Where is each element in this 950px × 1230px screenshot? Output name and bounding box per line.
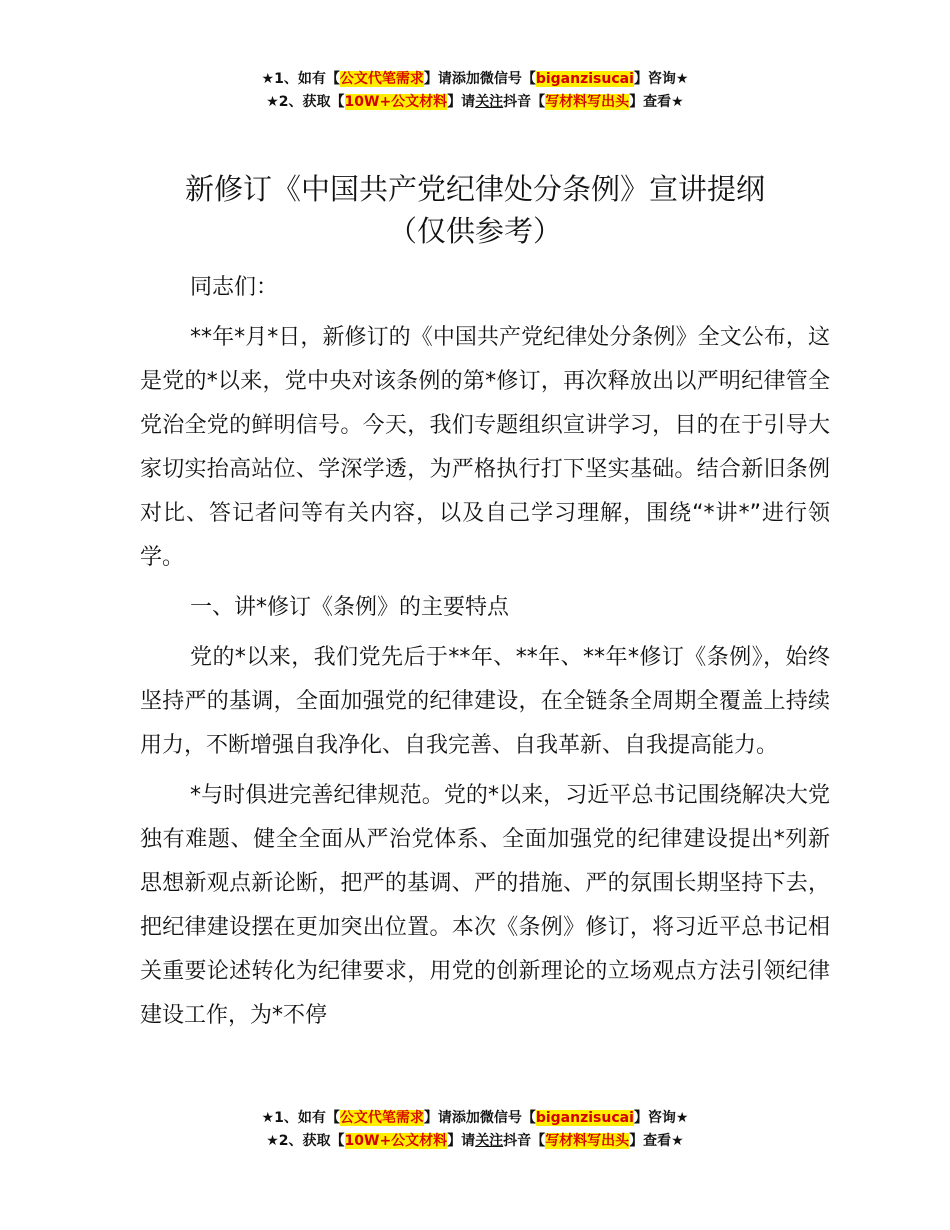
banner-line-1 — [0, 1107, 950, 1130]
banner-highlight: biganzisucai — [535, 1110, 634, 1126]
document-subtitle-line: （仅供参考） — [387, 214, 562, 248]
banner-highlight: 10W+公文材料 — [344, 94, 448, 110]
banner-text: 】咨询★ — [633, 1110, 689, 1126]
banner-text: ★1、如有【 — [261, 1110, 340, 1126]
banner-underlined-text: 关注 — [475, 1133, 504, 1149]
banner-highlight: biganzisucai — [535, 71, 634, 87]
banner-text: 】查看★ — [629, 1133, 684, 1149]
footer-banner — [0, 1107, 950, 1153]
body-paragraph: 党的*以来，我们党先后于**年、**年、**年*修订《条例》，始终坚持严的基调，全面加强党的纪律建设，在全链条全周期全覆盖上持续用力，不断增强自我净化、自我完善、自我革新、自我提高能力。 — [140, 645, 830, 758]
banner-line-2 — [0, 1130, 950, 1153]
banner-highlight: 公文代笔需求 — [339, 71, 424, 87]
banner-text: 】请 — [447, 1133, 476, 1149]
banner-highlight: 写材料写出头 — [545, 94, 630, 110]
banner-underlined-text: 关注 — [475, 94, 504, 110]
section-heading: 一、讲*修订《条例》的主要特点 — [190, 595, 510, 620]
document-title — [0, 168, 950, 252]
body-paragraph: **年*月*日，新修订的《中国共产党纪律处分条例》全文公布，这是党的*以来，党中央对该条例的第*修订，再次释放出以严明纪律管全党治全党的鲜明信号。今天，我们专题组织宣讲学习，目的在于引导大家切实抬高站位、学深学透，为严格执行打下坚实基础。结合新旧条例对比、答记者问等有关内容，以及自己学习理解，围绕“*讲*”进行领学。 — [140, 325, 830, 570]
banner-text: 抖音【 — [503, 1133, 546, 1149]
banner-text: ★1、如有【 — [261, 71, 340, 87]
banner-text: 】咨询★ — [633, 71, 689, 87]
banner-text: 抖音【 — [503, 94, 546, 110]
banner-line-1 — [0, 68, 950, 91]
banner-highlight: 10W+公文材料 — [344, 1133, 448, 1149]
banner-highlight: 写材料写出头 — [545, 1133, 630, 1149]
banner-line-2 — [0, 91, 950, 114]
banner-text: ★2、获取【 — [266, 1133, 345, 1149]
salutation: 同志们： — [190, 275, 279, 300]
banner-text: 】请 — [447, 94, 476, 110]
header-banner — [0, 68, 950, 114]
document-body — [140, 266, 830, 1038]
banner-text: 】请添加微信号【 — [423, 71, 536, 87]
banner-text: 】查看★ — [629, 94, 684, 110]
banner-text: 】请添加微信号【 — [423, 1110, 536, 1126]
banner-text: ★2、获取【 — [266, 94, 345, 110]
document-title-line: 新修订《中国共产党纪律处分条例》宣讲提纲 — [184, 172, 765, 206]
body-paragraph: *与时俱进完善纪律规范。党的*以来，习近平总书记围绕解决大党独有难题、健全全面从严治党体系、全面加强党的纪律建设提出*列新思想新观点新论断，把严的基调、严的措施、严的氛围长期坚持下去，把纪律建设摆在更加突出位置。本次《条例》修订，将习近平总书记相关重要论述转化为纪律要求，用党的创新理论的立场观点方法引领纪律建设工作，为*不停 — [140, 783, 830, 1028]
banner-highlight: 公文代笔需求 — [339, 1110, 424, 1126]
